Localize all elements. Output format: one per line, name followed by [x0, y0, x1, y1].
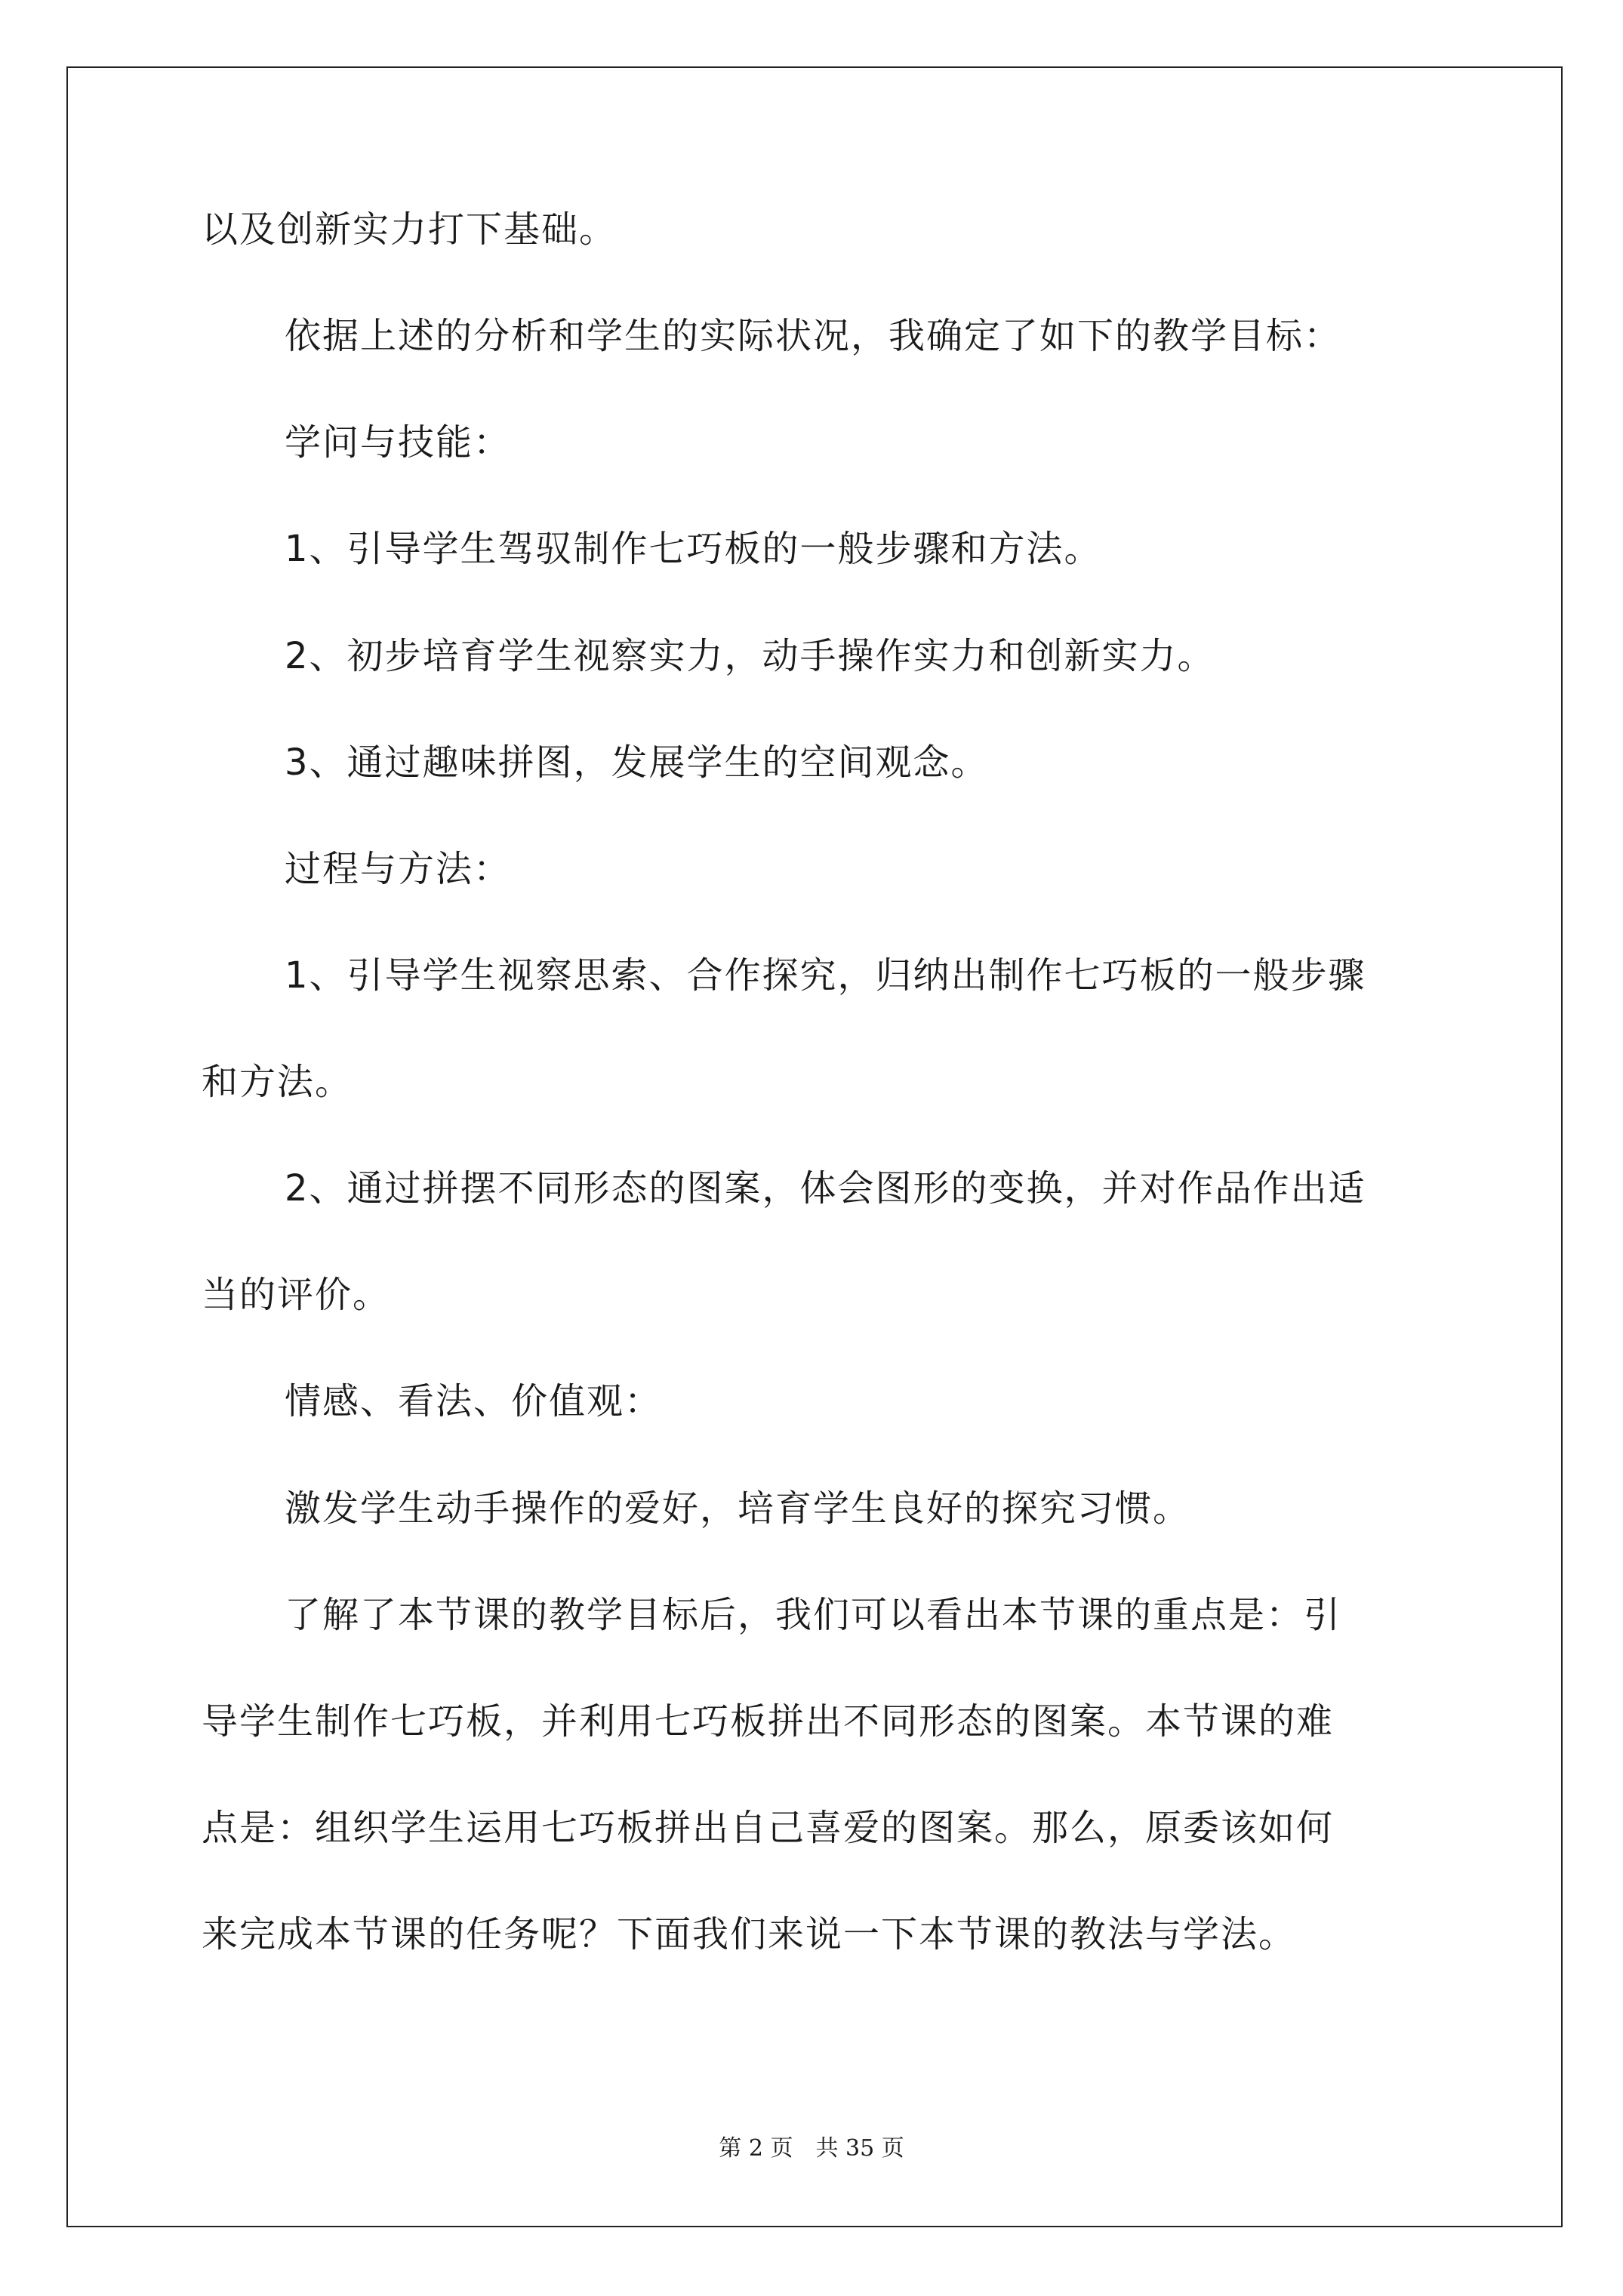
text-line: 激发学生动手操作的爱好，培育学生良好的探究习惯。 [285, 1487, 1191, 1530]
text-line: 来完成本节课的任务呢？下面我们来说一下本节课的教法与学法。 [202, 1913, 1297, 1955]
text-line: 了解了本节课的教学目标后，我们可以看出本节课的重点是：引 [285, 1594, 1342, 1636]
text-line: 2、通过拼摆不同形态的图案，体会图形的变换，并对作品作出适 [285, 1167, 1366, 1210]
text-line: 和方法。 [202, 1061, 353, 1103]
text-line: 当的评价。 [202, 1274, 391, 1316]
text-line: 点是：组织学生运用七巧板拼出自己喜爱的图案。那么，原委该如何 [202, 1807, 1335, 1849]
text-line: 1、引导学生视察思索、合作探究，归纳出制作七巧板的一般步骤 [285, 954, 1366, 997]
text-line: 过程与方法： [285, 848, 512, 890]
text-line: 导学生制作七巧板，并利用七巧板拼出不同形态的图案。本节课的难 [202, 1700, 1335, 1743]
text-line: 情感、看法、价值观： [285, 1380, 663, 1422]
text-line: 2、初步培育学生视察实力，动手操作实力和创新实力。 [285, 635, 1215, 677]
page-footer: 第 2 页 共 35 页 [719, 2135, 904, 2162]
text-line: 依据上述的分析和学生的实际状况，我确定了如下的教学目标： [285, 315, 1342, 357]
text-line: 3、通过趣味拼图，发展学生的空间观念。 [285, 741, 989, 784]
text-line: 以及创新实力打下基础。 [202, 208, 617, 251]
text-line: 学问与技能： [285, 421, 512, 464]
page-frame [66, 66, 1563, 2227]
text-line: 1、引导学生驾驭制作七巧板的一般步骤和方法。 [285, 528, 1102, 570]
